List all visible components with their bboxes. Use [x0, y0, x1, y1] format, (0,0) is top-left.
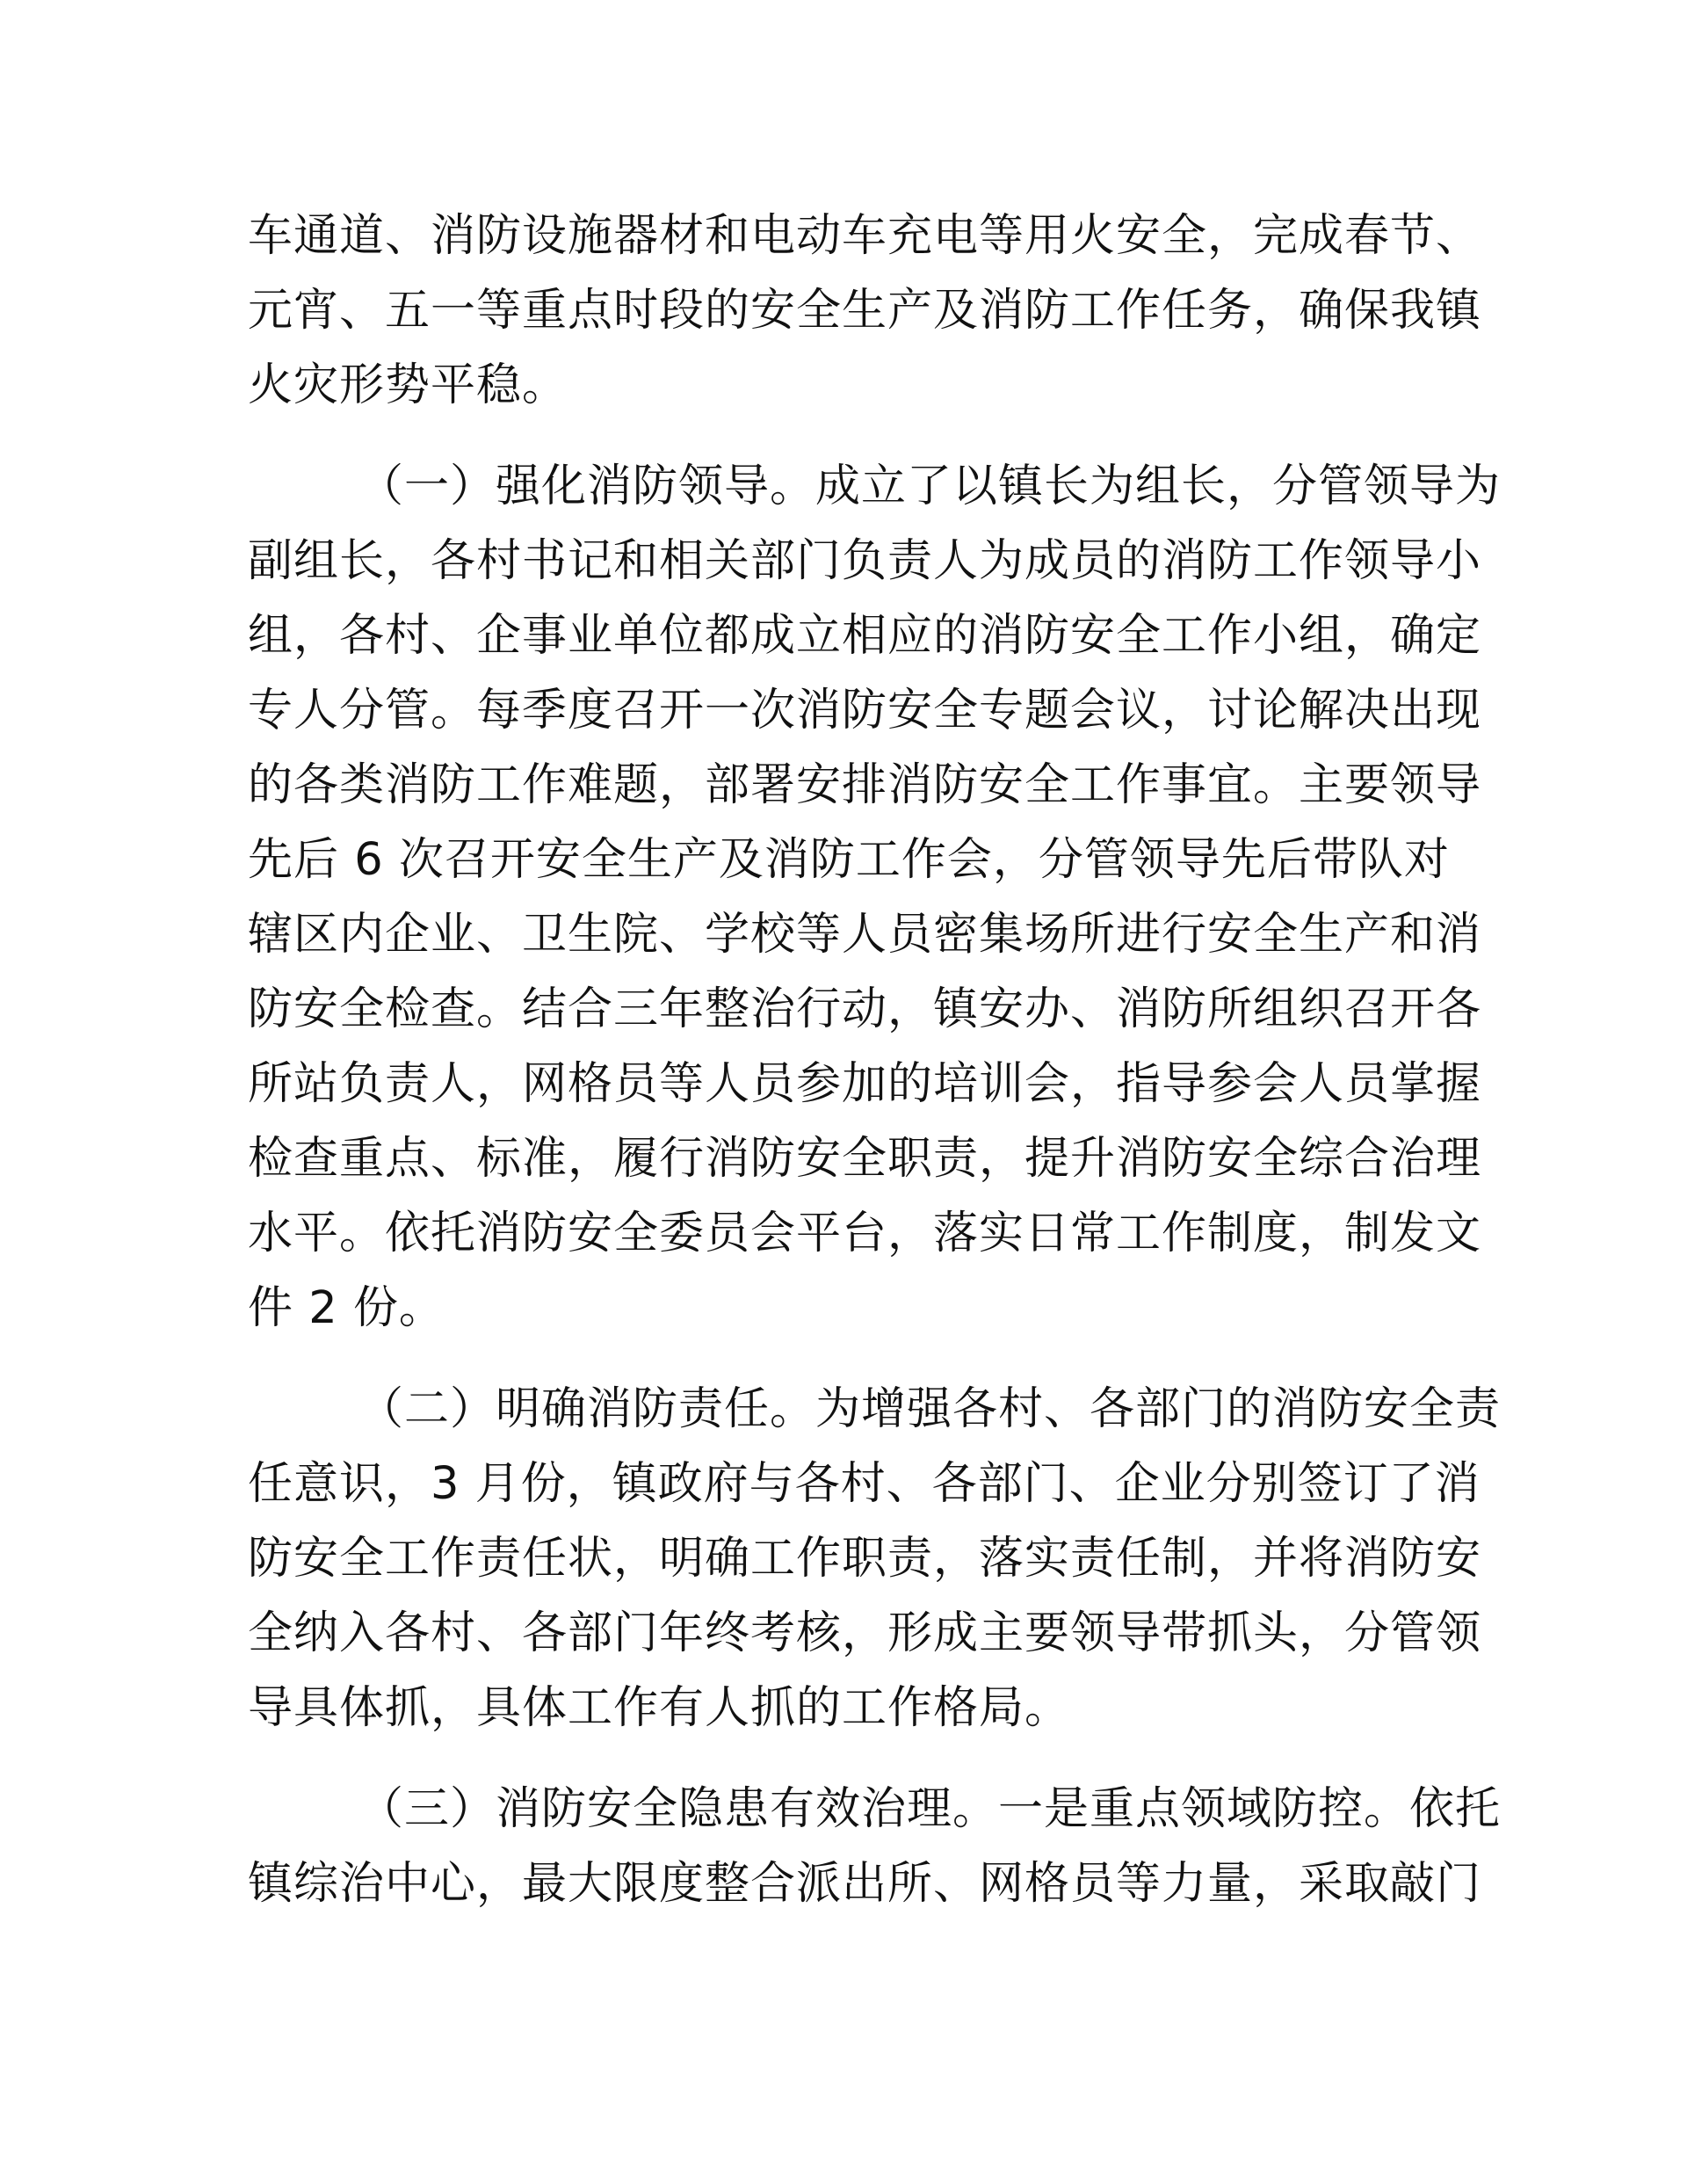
text-line: （三）消防安全隐患有效治理。一是重点领域防控。依托	[358, 1783, 1502, 1835]
text-line: 导具体抓，具体工作有人抓的工作格局。	[248, 1682, 1071, 1734]
paragraph-gap	[248, 1745, 1443, 1772]
text-line: 全纳入各村、各部门年终考核，形成主要领导带抓头，分管领	[248, 1607, 1482, 1659]
text-line: 的各类消防工作难题，部署安排消防安全工作事宜。主要领导	[248, 759, 1482, 811]
text-line: 先后 6 次召开安全生产及消防工作会，分管领导先后带队对	[248, 834, 1450, 886]
text-line: 火灾形势平稳。	[248, 359, 568, 411]
text-line: 镇综治中心，最大限度整合派出所、网格员等力量，采取敲门	[248, 1858, 1482, 1910]
text-line: 任意识，3 月份，镇政府与各村、各部门、企业分别签订了消	[248, 1458, 1481, 1510]
text-line: 副组长，各村书记和相关部门负责人为成员的消防工作领导小	[248, 535, 1482, 587]
paragraph-gap	[248, 423, 1443, 449]
document-body	[248, 199, 1502, 1921]
text-line: 所站负责人，网格员等人员参加的培训会，指导参会人员掌握	[248, 1058, 1482, 1110]
text-line: 车通道、消防设施器材和电动车充电等用火安全，完成春节、	[248, 210, 1482, 262]
text-line: 组，各村、企事业单位都成立相应的消防安全工作小组，确定	[248, 610, 1482, 662]
paragraph-one	[248, 449, 1502, 1346]
paragraph-gap	[248, 1346, 1443, 1372]
text-line: （二）明确消防责任。为增强各村、各部门的消防安全责	[358, 1383, 1502, 1435]
text-line: 专人分管。每季度召开一次消防安全专题会议，讨论解决出现	[248, 685, 1482, 736]
text-line: 防安全工作责任状，明确工作职责，落实责任制，并将消防安	[248, 1533, 1482, 1585]
text-line: （一）强化消防领导。成立了以镇长为组长，分管领导为	[358, 461, 1502, 512]
text-line: 防安全检查。结合三年整治行动，镇安办、消防所组织召开各	[248, 983, 1482, 1035]
text-line: 辖区内企业、卫生院、学校等人员密集场所进行安全生产和消	[248, 909, 1482, 961]
paragraph-three	[248, 1772, 1502, 1921]
text-line: 元宵、五一等重点时段的安全生产及消防工作任务，确保我镇	[248, 285, 1482, 337]
text-line: 水平。依托消防安全委员会平台，落实日常工作制度，制发文	[248, 1208, 1482, 1259]
text-line: 检查重点、标准，履行消防安全职责，提升消防安全综合治理	[248, 1133, 1482, 1185]
paragraph-two	[248, 1372, 1502, 1745]
text-line: 件 2 份。	[248, 1282, 445, 1334]
paragraph-intro	[248, 199, 1482, 423]
